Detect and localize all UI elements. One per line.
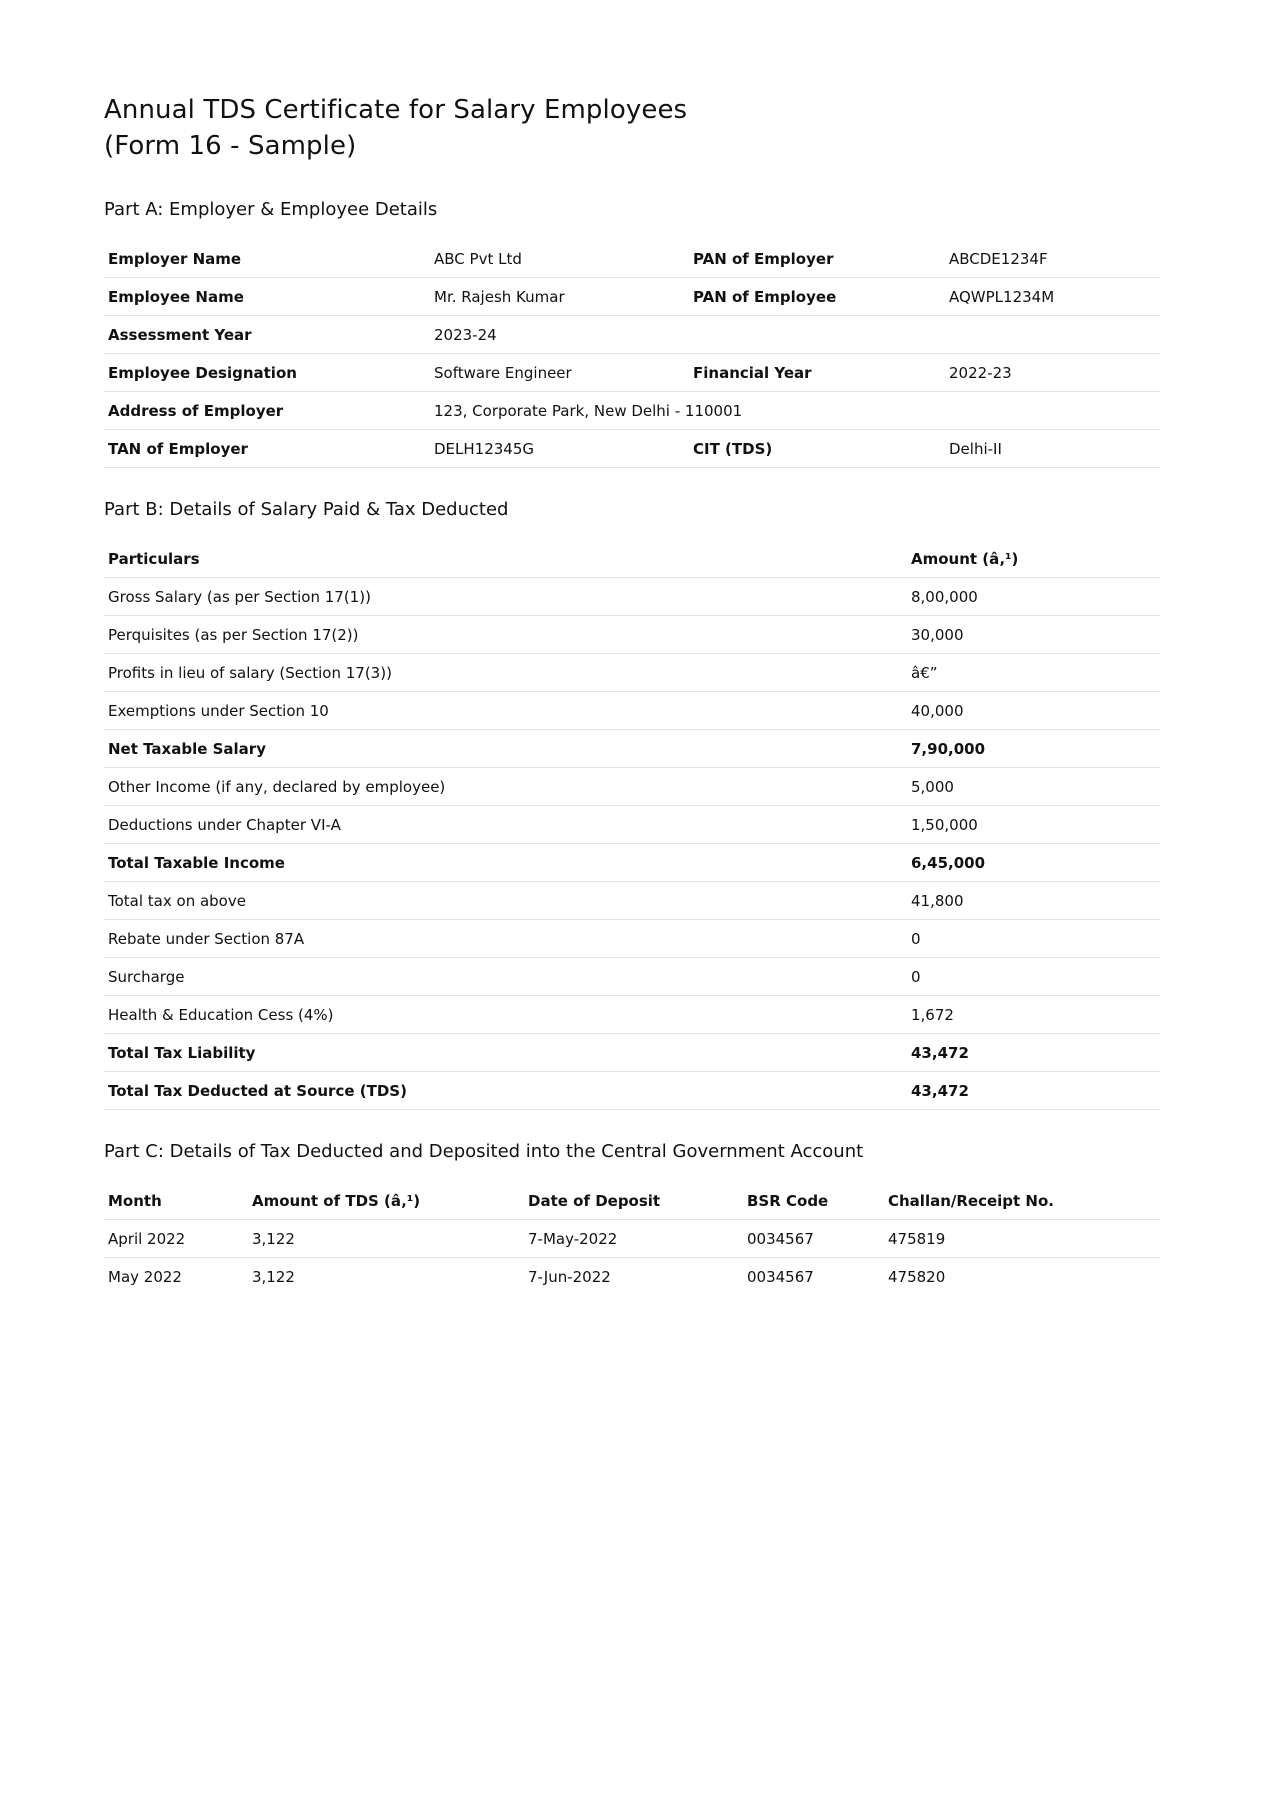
table-row bbox=[104, 1258, 1160, 1296]
field-label: Assessment Year bbox=[104, 316, 430, 354]
table-row bbox=[104, 996, 1160, 1034]
amount-cell: 3,122 bbox=[248, 1220, 524, 1258]
table-row bbox=[104, 654, 1160, 692]
challan-cell: 475820 bbox=[888, 1267, 946, 1286]
field-value: DELH12345G bbox=[430, 430, 689, 468]
amount-cell: 5,000 bbox=[907, 768, 1160, 806]
amount-cell: 1,50,000 bbox=[907, 806, 1160, 844]
particular-cell: Total tax on above bbox=[104, 882, 907, 920]
particular-cell: Profits in lieu of salary (Section 17(3)) bbox=[104, 654, 907, 692]
particular-cell: Total Tax Deducted at Source (TDS) bbox=[104, 1072, 907, 1110]
field-label: CIT (TDS) bbox=[689, 430, 945, 468]
field-value: Software Engineer bbox=[430, 354, 689, 392]
part-b-table bbox=[104, 540, 1160, 1110]
column-header-challan: Challan/Receipt No. bbox=[884, 1182, 1160, 1220]
amount-cell: 0 bbox=[907, 958, 1160, 996]
column-header-amount: Amount of TDS (â‚¹) bbox=[248, 1182, 524, 1220]
table-row-total bbox=[104, 730, 1160, 768]
table-row bbox=[104, 920, 1160, 958]
table-row bbox=[104, 354, 1160, 392]
part-b-heading: Part B: Details of Salary Paid & Tax Deducted bbox=[104, 499, 509, 520]
table-header-row bbox=[104, 1182, 1160, 1220]
amount-cell: 6,45,000 bbox=[907, 844, 1160, 882]
particular-cell: Net Taxable Salary bbox=[104, 730, 907, 768]
field-label: PAN of Employer bbox=[689, 240, 945, 278]
field-value: AQWPL1234M bbox=[945, 278, 1160, 316]
field-value: ABCDE1234F bbox=[945, 240, 1160, 278]
amount-cell: 7,90,000 bbox=[907, 730, 1160, 768]
amount-cell: â€” bbox=[907, 654, 1160, 692]
field-value bbox=[945, 316, 1160, 354]
challan-cell: 475819 bbox=[884, 1220, 1160, 1258]
amount-cell: 43,472 bbox=[907, 1072, 1160, 1110]
part-a-heading: Part A: Employer & Employee Details bbox=[104, 199, 438, 220]
amount-cell: 0 bbox=[907, 920, 1160, 958]
table-row-total bbox=[104, 844, 1160, 882]
field-label: Financial Year bbox=[689, 354, 945, 392]
particular-cell: Perquisites (as per Section 17(2)) bbox=[104, 616, 907, 654]
amount-cell: 8,00,000 bbox=[907, 578, 1160, 616]
field-label: PAN of Employee bbox=[689, 278, 945, 316]
column-header-amount: Amount (â‚¹) bbox=[907, 540, 1160, 578]
column-header-particulars: Particulars bbox=[104, 540, 907, 578]
table-row bbox=[104, 768, 1160, 806]
table-row bbox=[104, 392, 1160, 430]
table-row-total bbox=[104, 1072, 1160, 1110]
part-c-table bbox=[104, 1182, 1160, 1295]
column-header-date: Date of Deposit bbox=[524, 1182, 743, 1220]
page-title bbox=[104, 92, 1160, 164]
date-cell: 7-Jun-2022 bbox=[528, 1267, 611, 1286]
particular-cell: Total Taxable Income bbox=[104, 844, 907, 882]
table-row bbox=[104, 578, 1160, 616]
amount-cell: 41,800 bbox=[907, 882, 1160, 920]
field-value: Delhi-II bbox=[945, 430, 1160, 468]
field-value: 2022-23 bbox=[945, 354, 1160, 392]
field-value: 123, Corporate Park, New Delhi - 110001 bbox=[430, 392, 1160, 430]
table-row bbox=[104, 806, 1160, 844]
field-value: 2023-24 bbox=[430, 316, 689, 354]
field-value: Mr. Rajesh Kumar bbox=[430, 278, 689, 316]
part-c-heading: Part C: Details of Tax Deducted and Deposited into the Central Government Account bbox=[104, 1141, 864, 1162]
amount-cell: 43,472 bbox=[907, 1034, 1160, 1072]
bsr-cell: 0034567 bbox=[747, 1267, 814, 1286]
particular-cell: Rebate under Section 87A bbox=[104, 920, 907, 958]
table-row-total bbox=[104, 1034, 1160, 1072]
column-header-month: Month bbox=[104, 1182, 248, 1220]
field-value: ABC Pvt Ltd bbox=[430, 240, 689, 278]
field-label: Employee Designation bbox=[104, 354, 430, 392]
field-label: Employer Name bbox=[104, 240, 430, 278]
particular-cell: Health & Education Cess (4%) bbox=[104, 996, 907, 1034]
amount-cell: 3,122 bbox=[252, 1267, 295, 1286]
particular-cell: Deductions under Chapter VI-A bbox=[104, 806, 907, 844]
particular-cell: Surcharge bbox=[104, 958, 907, 996]
field-label bbox=[689, 316, 945, 354]
particular-cell: Total Tax Liability bbox=[104, 1034, 907, 1072]
particular-cell: Exemptions under Section 10 bbox=[104, 692, 907, 730]
field-label: Employee Name bbox=[104, 278, 430, 316]
date-cell: 7-May-2022 bbox=[524, 1220, 743, 1258]
particular-cell: Other Income (if any, declared by employee) bbox=[104, 768, 907, 806]
particular-cell: Gross Salary (as per Section 17(1)) bbox=[104, 578, 907, 616]
amount-cell: 40,000 bbox=[907, 692, 1160, 730]
table-row bbox=[104, 316, 1160, 354]
table-header-row bbox=[104, 540, 1160, 578]
page-title-line-1: Annual TDS Certificate for Salary Employees bbox=[104, 95, 688, 125]
bsr-cell: 0034567 bbox=[743, 1220, 884, 1258]
field-label: Address of Employer bbox=[104, 392, 430, 430]
field-label: TAN of Employer bbox=[104, 430, 430, 468]
table-row bbox=[104, 1220, 1160, 1258]
column-header-bsr: BSR Code bbox=[743, 1182, 884, 1220]
table-row bbox=[104, 240, 1160, 278]
amount-cell: 1,672 bbox=[907, 996, 1160, 1034]
part-a-table bbox=[104, 240, 1160, 468]
page-title-line-2: (Form 16 - Sample) bbox=[104, 131, 357, 161]
table-row bbox=[104, 278, 1160, 316]
amount-cell: 30,000 bbox=[907, 616, 1160, 654]
table-row bbox=[104, 882, 1160, 920]
month-cell: April 2022 bbox=[104, 1220, 248, 1258]
table-row bbox=[104, 616, 1160, 654]
month-cell: May 2022 bbox=[108, 1267, 182, 1286]
table-row bbox=[104, 430, 1160, 468]
table-row bbox=[104, 958, 1160, 996]
table-row bbox=[104, 692, 1160, 730]
